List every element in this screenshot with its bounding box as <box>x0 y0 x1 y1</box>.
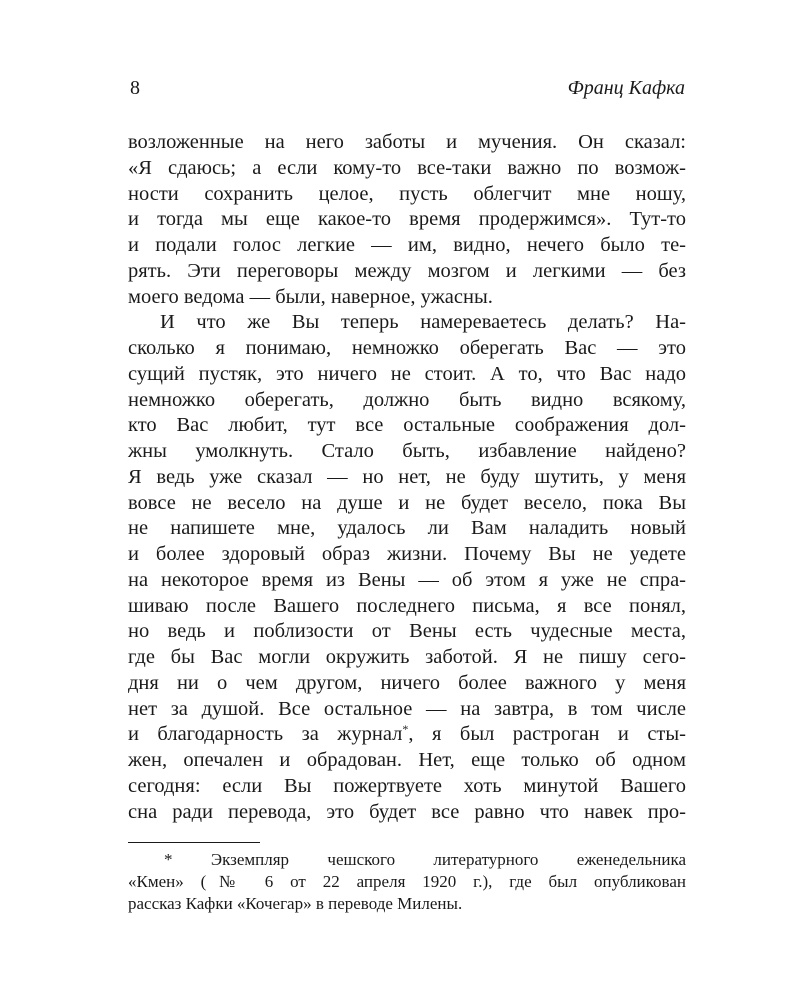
text-line-start: и благодарность за журнал <box>128 723 403 746</box>
text-line: но ведь и поблизости от Вены есть чудесные места, <box>128 620 686 643</box>
footnote-line: «Кмен» (№ 6 от 22 апреля 1920 г.), где был опубликован <box>128 872 686 891</box>
text-line: дня ни о чем другом, ничего более важного у меня <box>128 671 686 694</box>
text-line: моего ведома — были, наверное, ужасны. <box>128 285 493 308</box>
text-line: немножко оберегать, должно быть видно всякому, <box>128 388 686 411</box>
text-line: нет за душой. Все остальное — на завтра, в том числе <box>128 697 686 720</box>
text-line: возложенные на него заботы и мучения. Он сказал: <box>128 131 686 153</box>
running-title: Франц Кафка <box>567 77 685 99</box>
text-line: шиваю после Вашего последнего письма, я все понял, <box>128 594 686 617</box>
footnote-marker: * <box>402 722 409 737</box>
footnote-divider <box>128 842 260 843</box>
text-line: сегодня: если Вы пожертвуете хоть минутой Вашего <box>128 774 686 797</box>
text-line: кто Вас любит, тут все остальные соображения дол- <box>128 414 686 437</box>
text-line: вовсе не весело на душе и не будет весело, пока Вы <box>128 491 686 514</box>
text-line: на некоторое время из Вены — об этом я уже не спра- <box>128 568 686 591</box>
text-line: рять. Эти переговоры между мозгом и легкими — без <box>128 259 686 282</box>
text-line: жен, опечален и обрадован. Нет, еще только об одном <box>128 749 686 771</box>
text-line <box>128 722 686 748</box>
footnote-line: * Экземпляр чешского литературного еженедельника <box>164 850 686 869</box>
text-line: «Я сдаюсь; а если кому-то все-таки важно по возмож- <box>128 156 686 179</box>
page-number: 8 <box>130 77 140 99</box>
text-line: сна ради перевода, это будет все равно что навек про- <box>128 800 686 823</box>
text-line: ности сохранить целое, пусть облегчит мне ношу, <box>128 182 686 205</box>
body-text <box>128 130 686 825</box>
footnote <box>128 849 686 915</box>
text-line: Я ведь уже сказал — но нет, не буду шутить, у меня <box>128 465 686 488</box>
text-line: и более здоровый образ жизни. Почему Вы не уедете <box>128 543 686 565</box>
text-line: и подали голос легкие — им, видно, нечего было те- <box>128 234 686 256</box>
text-line: где бы Вас могли окружить заботой. Я не пишу сего- <box>128 646 686 668</box>
footnote-line: рассказ Кафки «Кочегар» в переводе Милены. <box>128 894 463 913</box>
text-line: не напишете мне, удалось ли Вам наладить новый <box>128 517 686 540</box>
text-line: и тогда мы еще какое-то время продержимся». Тут-то <box>128 208 686 231</box>
text-line: сущий пустяк, это ничего не стоит. А то, что Вас надо <box>128 362 686 385</box>
text-line: сколько я понимаю, немножко оберегать Вас — это <box>128 337 686 359</box>
text-line: И что же Вы теперь намереваетесь делать? На- <box>160 311 686 334</box>
text-line-end: , я был растроган и сты- <box>408 723 686 746</box>
text-line: жны умолкнуть. Стало быть, избавление найдено? <box>128 440 686 462</box>
